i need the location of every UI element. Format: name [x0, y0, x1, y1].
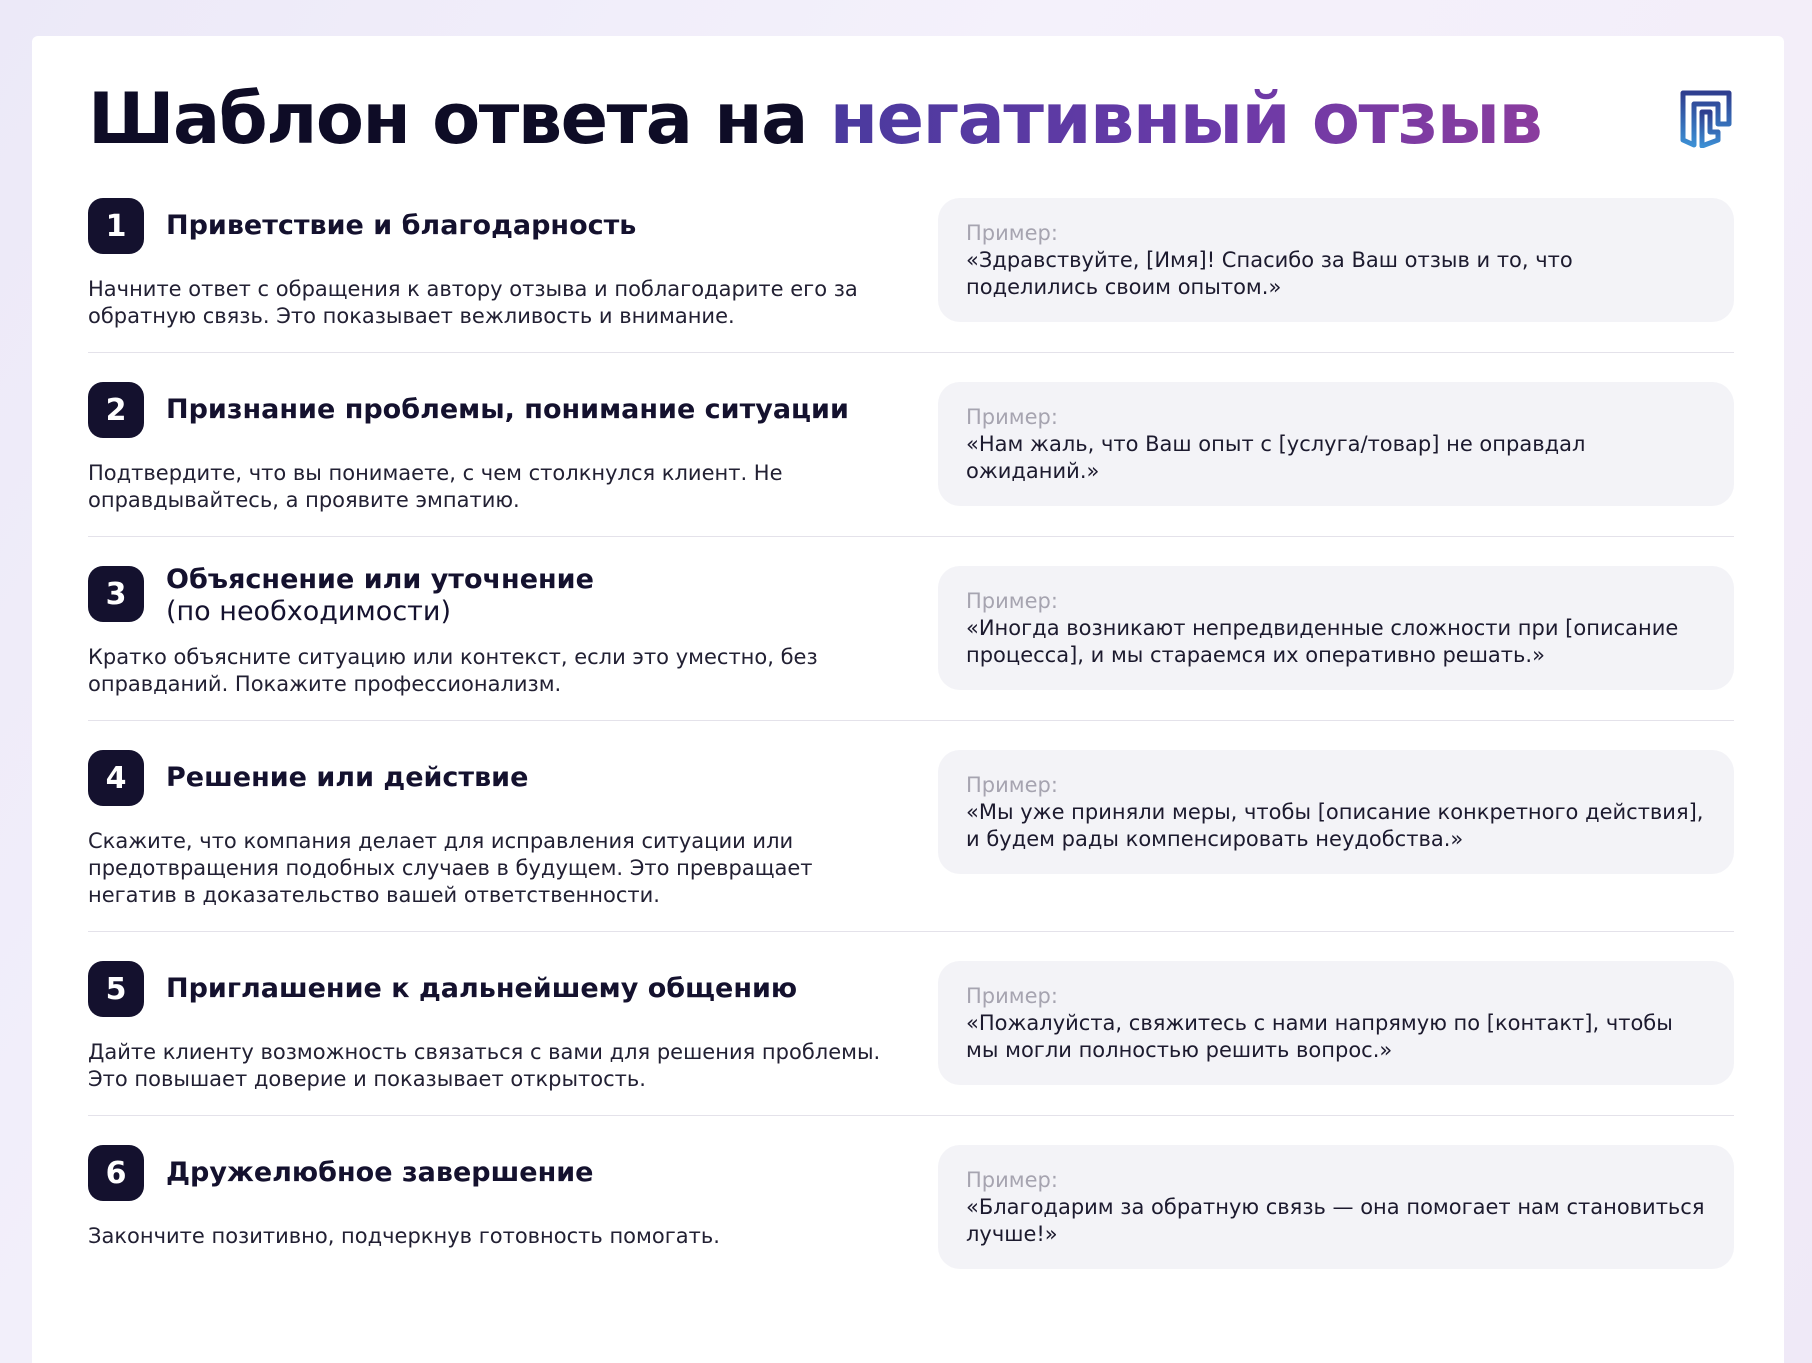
- step-description: Кратко объясните ситуацию или контекст, если это уместно, без оправданий. Покажите профессионализм.: [88, 645, 818, 696]
- step-description: Подтвердите, что вы понимаете, с чем столкнулся клиент. Не оправдывайтесь, а проявите эмпатию.: [88, 461, 783, 512]
- example-text: «Здравствуйте, [Имя]! Спасибо за Ваш отзыв и то, что поделились своим опытом.»: [966, 248, 1573, 299]
- example-text: «Мы уже приняли меры, чтобы [описание конкретного действия], и будем рады компенсировать неудобства.»: [966, 800, 1704, 851]
- step-description: Скажите, что компания делает для исправления ситуации или предотвращения подобных случаев в будущем. Это превращает негатив в доказательство вашей ответственности.: [88, 829, 813, 907]
- divider: [88, 536, 1734, 537]
- example-label: Пример:: [966, 221, 1058, 245]
- step-2: [88, 382, 1734, 532]
- step-number-badge: 4: [88, 750, 144, 806]
- example-label: Пример:: [966, 1168, 1058, 1192]
- step-description: Начните ответ с обращения к автору отзыва и поблагодарите его за обратную связь. Это показывает вежливость и внимание.: [88, 277, 858, 328]
- example-text: «Благодарим за обратную связь — она помогает нам становиться лучше!»: [966, 1195, 1705, 1246]
- divider: [88, 720, 1734, 721]
- example-label: Пример:: [966, 984, 1058, 1008]
- title-accent: негативный отзыв: [829, 78, 1542, 160]
- example-box: [938, 566, 1734, 690]
- divider: [88, 352, 1734, 353]
- step-heading: Дружелюбное завершение: [166, 1157, 594, 1188]
- example-text: «Иногда возникают непредвиденные сложности при [описание процесса], и мы стараемся их оперативно решать.»: [966, 616, 1679, 667]
- example-label: Пример:: [966, 773, 1058, 797]
- step-4: [88, 750, 1734, 930]
- step-number-badge: 1: [88, 198, 144, 254]
- step-heading: Приглашение к дальнейшему общению: [166, 973, 798, 1004]
- title-main: Шаблон ответа на: [88, 78, 830, 160]
- step-heading: Признание проблемы, понимание ситуации: [166, 394, 849, 425]
- example-text: «Нам жаль, что Ваш опыт с [услуга/товар] не оправдал ожиданий.»: [966, 432, 1586, 483]
- step-heading: Приветствие и благодарность: [166, 210, 637, 241]
- step-6: [88, 1145, 1734, 1295]
- divider: [88, 931, 1734, 932]
- example-text: «Пожалуйста, свяжитесь с нами напрямую по [контакт], чтобы мы могли полностью решить вопрос.»: [966, 1011, 1673, 1062]
- step-number-badge: 5: [88, 961, 144, 1017]
- example-box: [938, 198, 1734, 322]
- step-3: [88, 566, 1734, 716]
- step-description: Дайте клиенту возможность связаться с вами для решения проблемы. Это повышает доверие и показывает открытость.: [88, 1040, 881, 1091]
- example-box: [938, 1145, 1734, 1269]
- step-heading: [166, 564, 594, 628]
- step-heading-title: Объяснение или уточнение: [166, 564, 594, 595]
- example-box: [938, 382, 1734, 506]
- step-number-badge: 2: [88, 382, 144, 438]
- step-1: [88, 198, 1734, 358]
- page-title: [88, 78, 1541, 160]
- step-heading: Решение или действие: [166, 762, 529, 793]
- step-description: Закончите позитивно, подчеркнув готовность помогать.: [88, 1224, 720, 1248]
- divider: [88, 1115, 1734, 1116]
- step-5: [88, 961, 1734, 1111]
- example-label: Пример:: [966, 405, 1058, 429]
- example-box: [938, 750, 1734, 874]
- brand-logo-icon: [1680, 90, 1732, 148]
- example-box: [938, 961, 1734, 1085]
- example-label: Пример:: [966, 589, 1058, 613]
- step-number-badge: 3: [88, 566, 144, 622]
- step-number-badge: 6: [88, 1145, 144, 1201]
- step-heading-sub: (по необходимости): [166, 596, 451, 627]
